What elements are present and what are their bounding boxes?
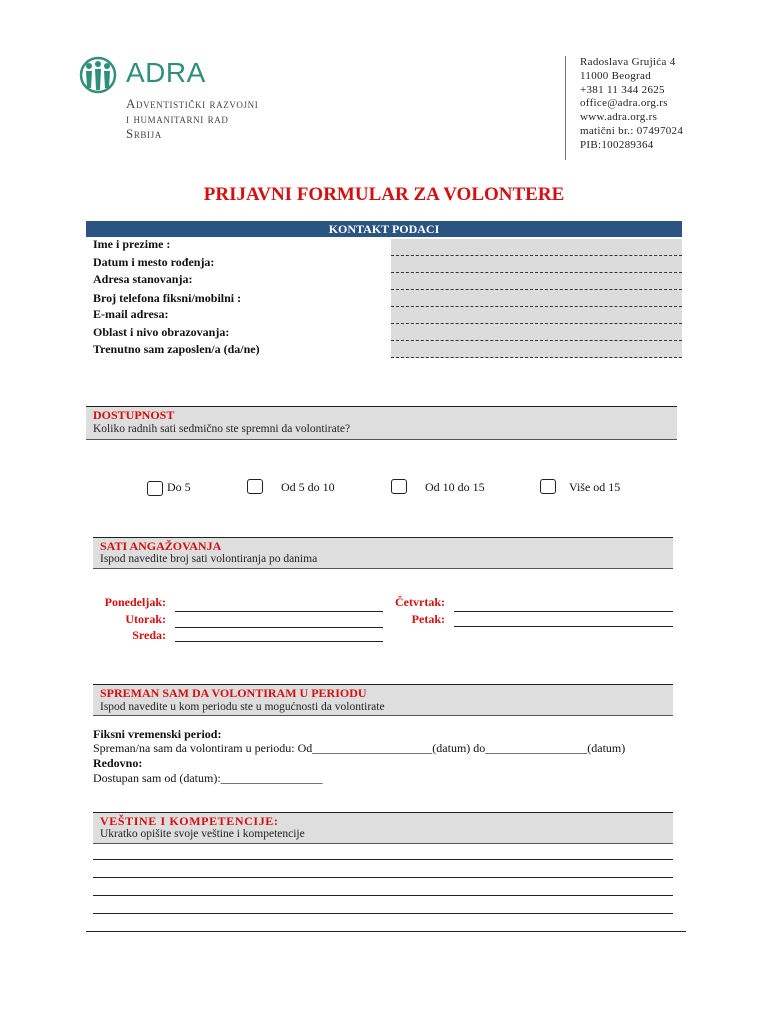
day-wednesday: Sreda: xyxy=(132,628,166,642)
sati-title: SATI ANGAŽOVANJA xyxy=(100,539,222,553)
day-friday: Petak: xyxy=(411,612,445,626)
skills-line[interactable] xyxy=(93,859,673,860)
label-email: E-mail adresa: xyxy=(93,307,169,321)
logo-sub-line: Adventistički razvojni xyxy=(126,96,259,111)
input-employed[interactable] xyxy=(391,341,682,358)
logo-sub-line: i humanitarni rad xyxy=(126,111,229,126)
sati-desc: Ispod navedite broj sati volontiranja po danima xyxy=(100,553,318,565)
checkbox-do-5[interactable] xyxy=(147,481,163,496)
label-birth: Datum i mesto rođenja: xyxy=(93,255,215,269)
dostupnost-desc: Koliko radnih sati sedmično ste spremni da volontirate? xyxy=(93,423,351,435)
dostupnost-title: DOSTUPNOST xyxy=(93,408,175,422)
label-employed: Trenutno sam zaposlen/a (da/ne) xyxy=(93,342,260,356)
option-label: Više od 15 xyxy=(569,480,621,494)
adra-people-icon xyxy=(72,56,124,94)
skills-line[interactable] xyxy=(93,877,673,878)
skills-line[interactable] xyxy=(93,895,673,896)
checkbox-10-15[interactable] xyxy=(391,479,407,494)
input-address[interactable] xyxy=(391,273,682,290)
vestine-desc: Ukratko opišite svoje veštine i kompetencije xyxy=(100,828,305,840)
input-thursday[interactable] xyxy=(454,611,673,612)
day-thursday: Četvrtak: xyxy=(395,595,445,609)
input-friday[interactable] xyxy=(454,626,673,627)
website-line: www.adra.org.rs xyxy=(580,111,658,124)
day-tuesday: Utorak: xyxy=(125,612,166,626)
regular-text[interactable]: Dostupan sam od (datum):_________________ xyxy=(93,771,323,785)
period-title: SPREMAN SAM DA VOLONTIRAM U PERIODU xyxy=(100,686,367,700)
vestine-title: VEŠTINE I KOMPETENCIJE: xyxy=(100,814,279,828)
fixed-period-text[interactable]: Spreman/na sam da volontiram u periodu: Od____________________(datum) do_________________(datum) xyxy=(93,741,626,755)
period-desc: Ispod navedite u kom periodu ste u mogućnosti da volontirate xyxy=(100,701,385,713)
option-label: Od 10 do 15 xyxy=(425,480,485,494)
fixed-period-label: Fiksni vremenski period: xyxy=(93,727,222,741)
input-wednesday[interactable] xyxy=(175,641,383,642)
pib-line: PIB:100289364 xyxy=(580,138,654,151)
label-address: Adresa stanovanja: xyxy=(93,272,193,286)
address-line: Radoslava Grujića 4 xyxy=(580,56,676,68)
input-phone[interactable] xyxy=(391,290,682,307)
address-block xyxy=(565,56,683,160)
label-education: Oblast i nivo obrazovanja: xyxy=(93,325,230,339)
checkbox-15-plus[interactable] xyxy=(540,479,556,494)
input-email[interactable] xyxy=(391,307,682,324)
label-name: Ime i prezime : xyxy=(93,237,171,251)
email-line: office@adra.org.rs xyxy=(580,97,668,110)
input-name[interactable] xyxy=(391,239,682,256)
label-phone: Broj telefona fiksni/mobilni : xyxy=(93,291,242,305)
page-bottom-rule xyxy=(86,931,686,932)
option-label: Od 5 do 10 xyxy=(281,480,335,494)
option-label: Do 5 xyxy=(167,480,191,494)
kontakt-header: KONTAKT PODACI xyxy=(86,221,682,237)
input-tuesday[interactable] xyxy=(175,627,383,628)
skills-line[interactable] xyxy=(93,913,673,914)
adra-logo xyxy=(72,54,272,149)
checkbox-5-10[interactable] xyxy=(247,479,263,494)
phone-line: +381 11 344 2625 xyxy=(580,83,665,96)
logo-sub-line: Srbija xyxy=(126,126,162,141)
logo-subtitle xyxy=(126,96,258,141)
address-line: 11000 Beograd xyxy=(580,69,652,82)
regular-label: Redovno: xyxy=(93,756,143,770)
day-monday: Ponedeljak: xyxy=(104,595,166,609)
registration-line: matični br.: 07497024 xyxy=(580,124,684,137)
input-birth[interactable] xyxy=(391,256,682,273)
input-education[interactable] xyxy=(391,324,682,341)
logo-name: ADRA xyxy=(126,57,206,88)
form-title: PRIJAVNI FORMULAR ZA VOLONTERE xyxy=(203,184,565,205)
